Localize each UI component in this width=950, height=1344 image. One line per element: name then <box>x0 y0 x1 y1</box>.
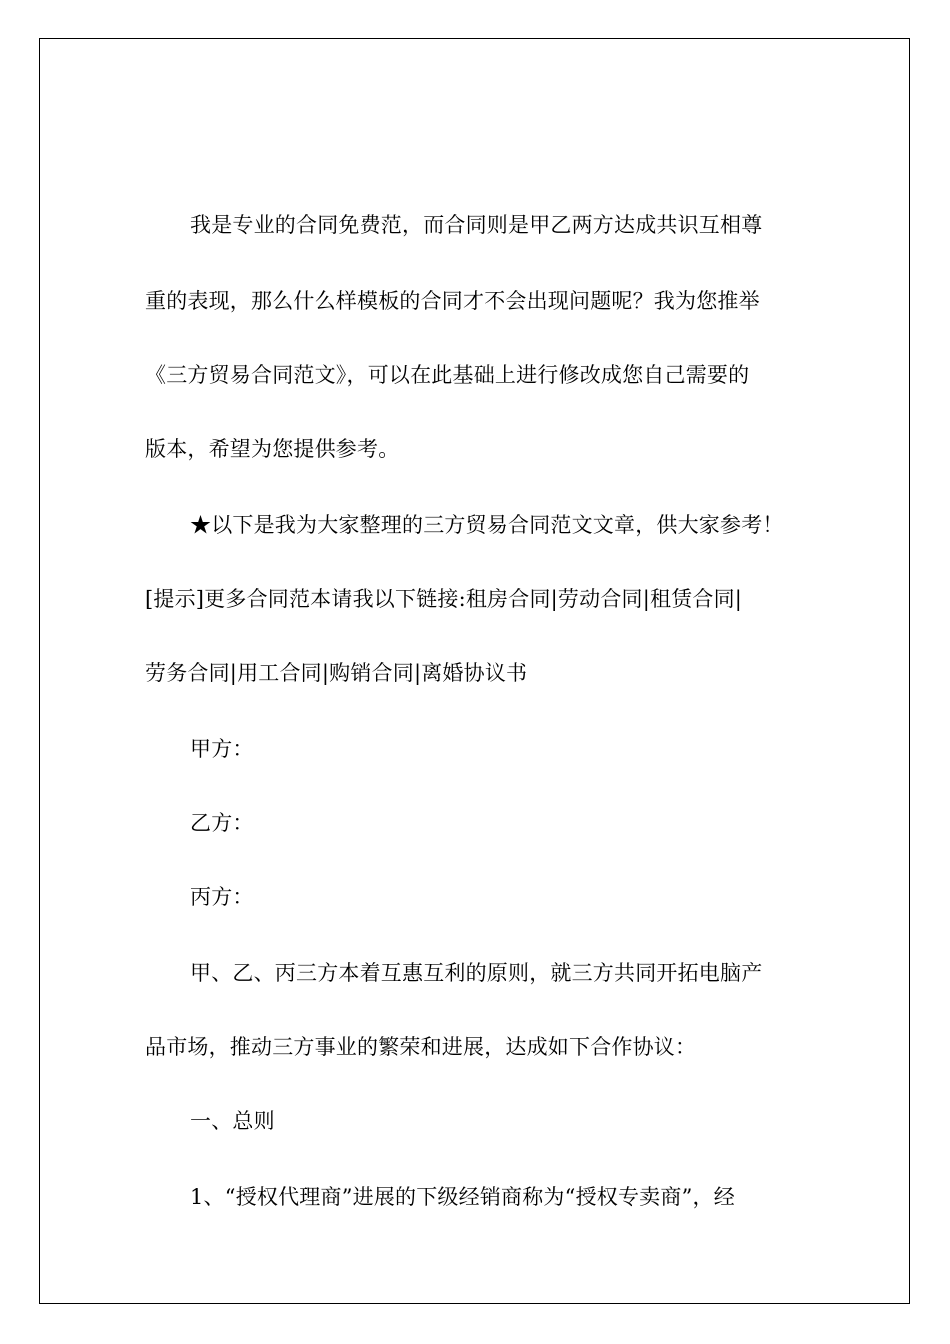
notice-line: ★以下是我为大家整理的三方贸易合同范文文章，供大家参考！ <box>190 513 784 537</box>
hint-links-line-2: 劳务合同|用工合同|购销合同|离婚协议书 <box>145 661 528 685</box>
party-a-label: 甲方： <box>190 737 254 761</box>
agreement-paragraph-line-2: 品市场，推动三方事业的繁荣和进展，达成如下合作协议： <box>145 1035 697 1059</box>
party-c-label: 丙方： <box>190 885 254 909</box>
agreement-paragraph-line-1: 甲、乙、丙三方本着互惠互利的原则，就三方共同开拓电脑产 <box>190 961 763 985</box>
hint-links-line-1: [提示]更多合同范本请我以下链接:租房合同|劳动合同|租赁合同| <box>145 587 743 611</box>
clause-1-line-1: 1、“授权代理商”进展的下级经销商称为“授权专卖商”，经 <box>190 1185 735 1209</box>
intro-paragraph-line-1: 我是专业的合同免费范，而合同则是甲乙两方达成共识互相尊 <box>190 213 763 237</box>
section-heading-general: 一、总则 <box>190 1109 275 1133</box>
party-b-label: 乙方： <box>190 811 254 835</box>
intro-paragraph-line-3: 《三方贸易合同范文》，可以在此基础上进行修改成您自己需要的 <box>145 363 750 387</box>
intro-paragraph-line-2: 重的表现，那么什么样模板的合同才不会出现问题呢？我为您推举 <box>145 289 760 313</box>
intro-paragraph-line-4: 版本，希望为您提供参考。 <box>145 437 400 461</box>
